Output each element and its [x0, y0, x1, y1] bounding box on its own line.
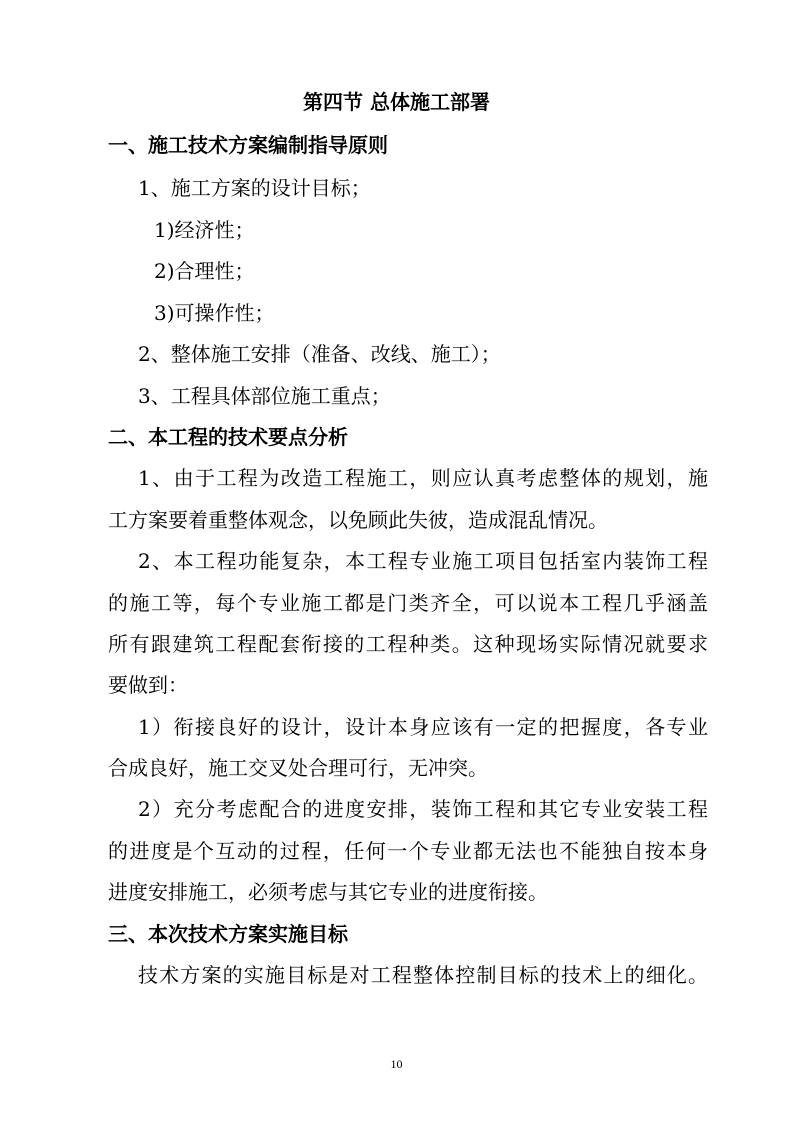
- paragraph-line: 2、本工程功能复杂，本工程专业施工项目包括室内装饰工程: [138, 549, 708, 573]
- list-item: 3)可操作性；: [154, 301, 275, 325]
- paragraph-line: 1）衔接良好的设计，设计本身应该有一定的把握度，各专业: [138, 715, 708, 739]
- section-heading-1: 一、施工技术方案编制指导原则: [108, 133, 388, 157]
- list-item: 3、工程具体部位施工重点；: [138, 384, 391, 408]
- section-heading-2: 二、本工程的技术要点分析: [108, 425, 348, 449]
- list-item: 1)经济性；: [154, 218, 255, 242]
- paragraph-line: 技术方案的实施目标是对工程整体控制目标的技术上的细化。: [138, 963, 708, 987]
- paragraph-line: 要做到：: [108, 673, 188, 697]
- paragraph-line: 1、由于工程为改造工程施工，则应认真考虑整体的规划，施: [138, 466, 708, 490]
- paragraph-line: 工方案要着重整体观念，以免顾此失彼，造成混乱情况。: [108, 508, 608, 532]
- section-heading-3: 三、本次技术方案实施目标: [108, 922, 348, 946]
- list-item: 2)合理性；: [154, 259, 255, 283]
- page-number: 10: [390, 1057, 403, 1071]
- list-item: 1、施工方案的设计目标；: [138, 176, 371, 200]
- paragraph-line: 合成良好，施工交叉处合理可行，无冲突。: [108, 756, 488, 780]
- paragraph-line: 的进度是个互动的过程，任何一个专业都无法也不能独自按本身: [108, 839, 708, 863]
- page-title: 第四节 总体施工部署: [303, 90, 490, 114]
- paragraph-line: 所有跟建筑工程配套衔接的工程种类。这种现场实际情况就要求: [108, 632, 708, 656]
- list-item: 2、整体施工安排（准备、改线、施工）；: [138, 342, 501, 366]
- paragraph-line: 的施工等，每个专业施工都是门类齐全，可以说本工程几乎涵盖: [108, 591, 708, 615]
- paragraph-line: 进度安排施工，必须考虑与其它专业的进度衔接。: [108, 880, 548, 904]
- paragraph-line: 2）充分考虑配合的进度安排，装饰工程和其它专业安装工程: [138, 797, 708, 821]
